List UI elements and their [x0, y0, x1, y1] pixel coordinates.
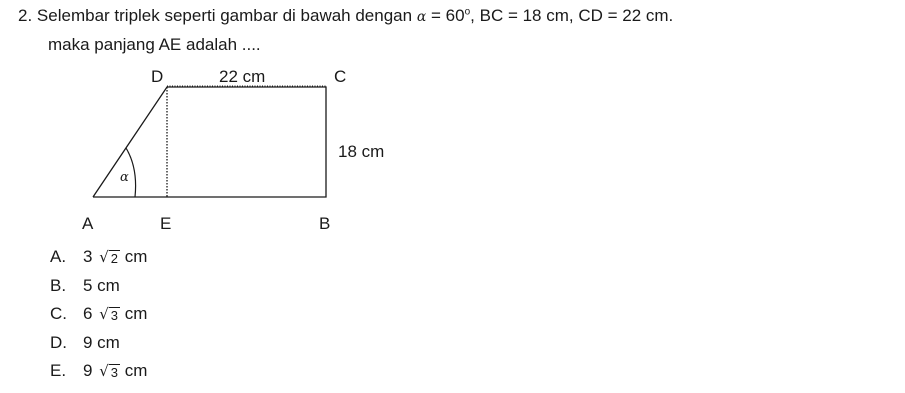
label-top-length: 22 cm	[219, 67, 266, 86]
sqrt-symbol: √ 2	[99, 248, 118, 266]
option-text: 9 cm	[83, 332, 120, 352]
option-coef: 3	[83, 247, 93, 266]
label-side-length: 18 cm	[338, 142, 385, 161]
option-coef: 6	[83, 304, 93, 323]
degree-sign: o	[464, 6, 471, 18]
option-letter: C.	[50, 304, 67, 323]
alpha-symbol: α	[416, 9, 427, 25]
option-c[interactable]	[50, 300, 147, 329]
label-D: D	[151, 67, 164, 86]
option-letter: A.	[50, 247, 67, 266]
option-e[interactable]	[50, 357, 147, 386]
label-E: E	[160, 214, 172, 233]
option-radicand: 2	[110, 251, 118, 266]
option-letter: B.	[50, 275, 67, 295]
label-alpha: α	[120, 170, 129, 185]
option-d[interactable]	[50, 329, 147, 358]
option-a[interactable]	[50, 243, 147, 272]
option-text: 5 cm	[83, 275, 120, 295]
option-radicand: 3	[110, 308, 118, 323]
option-b[interactable]	[50, 272, 147, 301]
option-letter: D.	[50, 332, 67, 352]
option-unit: cm	[124, 304, 148, 323]
sqrt-symbol: √ 3	[99, 362, 118, 380]
option-unit: cm	[124, 361, 148, 380]
sqrt-symbol: √ 3	[99, 305, 118, 323]
label-A: A	[82, 214, 94, 233]
answer-options	[50, 243, 147, 386]
option-letter: E.	[50, 361, 67, 380]
label-C: C	[334, 67, 347, 86]
question-number: 2.	[18, 6, 33, 25]
question-text-1: Selembar triplek seperti gambar di bawah dengan	[36, 6, 413, 25]
label-B: B	[319, 214, 331, 233]
question-text-2: , BC = 18 cm, CD = 22 cm.	[470, 6, 674, 25]
question-line-2: maka panjang AE adalah ....	[48, 35, 261, 54]
option-unit: cm	[124, 247, 148, 266]
alpha-value: = 60	[431, 6, 465, 25]
option-coef: 9	[83, 361, 93, 380]
option-radicand: 3	[110, 365, 118, 380]
